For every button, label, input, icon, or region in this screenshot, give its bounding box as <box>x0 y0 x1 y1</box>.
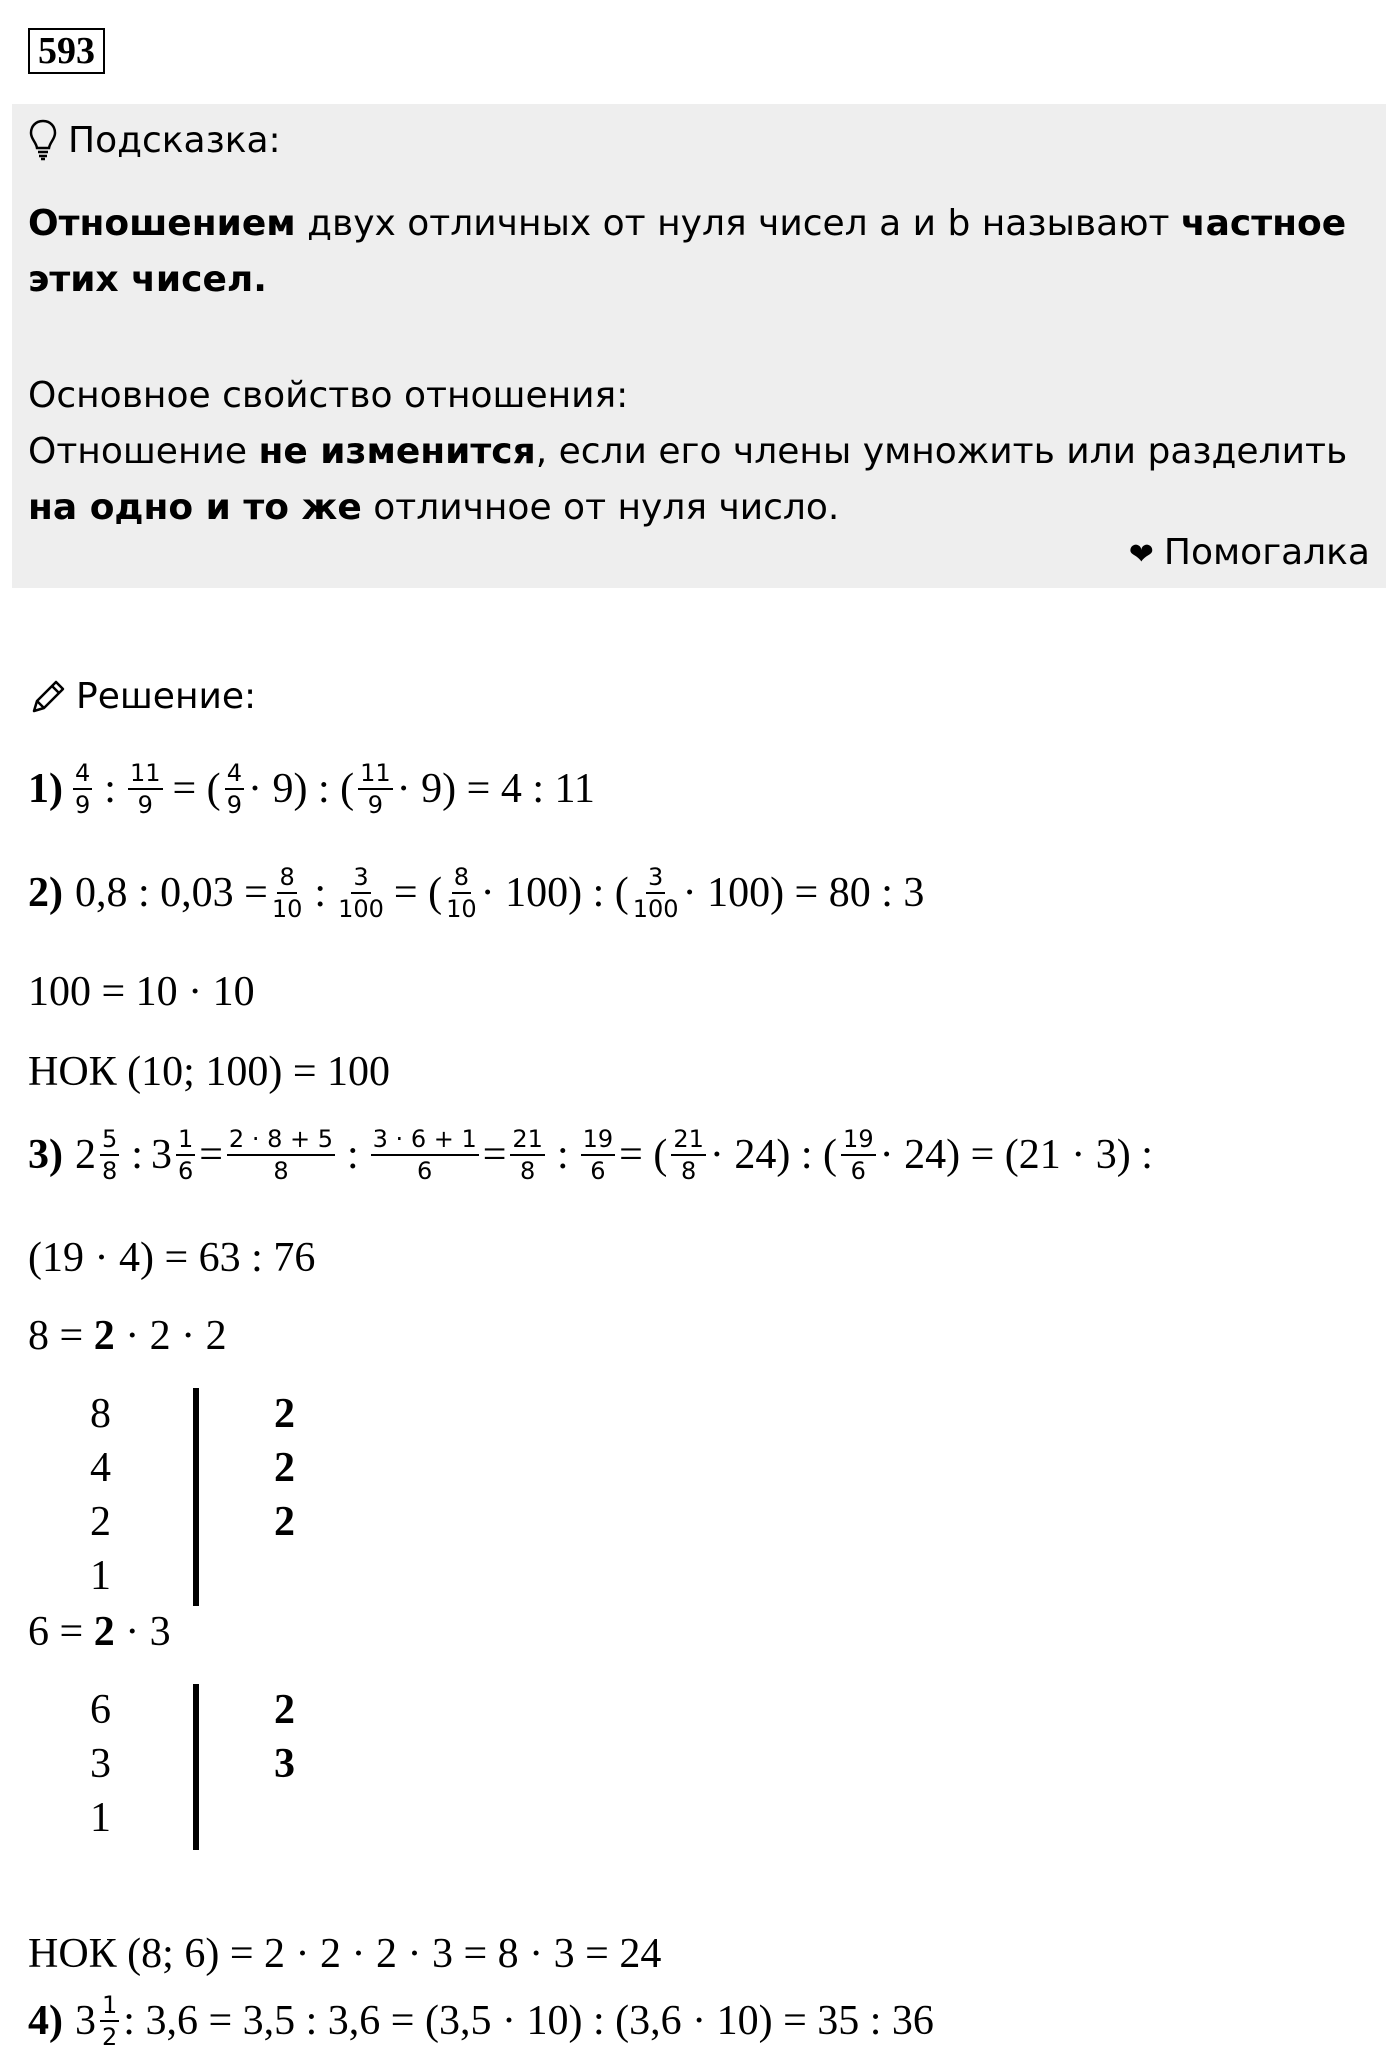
prop-bold-2: на одно и то же <box>28 487 362 528</box>
def-bold-3: этих чисел. <box>28 259 267 300</box>
fraction-21-8 <box>510 1126 545 1184</box>
step-1-label: 1) <box>28 766 63 812</box>
denominator: 9 <box>75 791 91 819</box>
numerator: 19 <box>841 1126 876 1156</box>
step-3-text-c: · 24) = (21 · 3) : <box>879 1132 1153 1178</box>
step-1-text-a: = ( <box>172 766 221 812</box>
numerator: 2 · 8 + 5 <box>227 1126 335 1156</box>
mixed-number-3-1-2 <box>75 1992 123 2050</box>
eq8-a: 8 = <box>28 1313 94 1359</box>
denominator: 10 <box>271 895 303 923</box>
property-title: Основное свойство отношения: <box>28 375 629 416</box>
factor-left: 6 <box>90 1687 111 1733</box>
factor-right: 2 <box>274 1687 295 1733</box>
numerator: 8 <box>452 864 471 894</box>
numerator: 11 <box>128 760 163 790</box>
denominator: 2 <box>102 2023 118 2051</box>
factor-left: 8 <box>90 1391 111 1437</box>
whole-part: 3 <box>75 1998 96 2044</box>
denominator: 6 <box>417 1157 433 1185</box>
numerator: 1 <box>176 1126 195 1156</box>
solution-title <box>28 676 256 717</box>
prop-text-2: , если его члены умножить или разделить <box>535 431 1348 472</box>
factor-divider <box>193 1684 199 1850</box>
eq6-b: 2 <box>93 1609 115 1655</box>
lightbulb-icon <box>28 118 58 162</box>
fraction-8-10 <box>272 864 303 922</box>
fraction-19-6 <box>841 1126 876 1184</box>
eq6-a: 6 = <box>28 1609 94 1655</box>
numerator: 1 <box>100 1992 119 2022</box>
numerator: 3 <box>351 864 370 894</box>
fraction-3-100 <box>633 864 679 922</box>
numerator: 11 <box>358 760 393 790</box>
factor-right: 3 <box>274 1741 295 1787</box>
brand-text: Помогалка <box>1163 532 1370 573</box>
factor-left: 1 <box>90 1553 111 1599</box>
denominator: 6 <box>850 1157 866 1185</box>
nok-8-6: НОК (8; 6) = 2 · 2 · 2 · 3 = 8 · 3 = 24 <box>28 1931 662 1977</box>
fraction-1-6 <box>176 1126 195 1184</box>
factor-left: 1 <box>90 1795 111 1841</box>
step-2-text-a: = ( <box>393 870 443 916</box>
solution-step-3 <box>28 1126 1153 1184</box>
eq8-c: · 2 · 2 <box>114 1313 227 1359</box>
denominator: 8 <box>680 1157 697 1185</box>
numerator: 3 <box>646 864 665 894</box>
step-2-line-3: НОК (10; 100) = 100 <box>28 1049 391 1095</box>
factor-right: 2 <box>274 1445 295 1491</box>
denominator: 100 <box>632 895 679 923</box>
denominator: 100 <box>338 895 384 923</box>
step-2-text-c: · 100) = 80 : 3 <box>682 870 925 916</box>
denominator: 8 <box>520 1157 536 1185</box>
colon-op: : <box>104 766 116 812</box>
factor-left: 2 <box>90 1499 111 1545</box>
def-bold-2: частное <box>1180 203 1347 244</box>
prop-text-1: Отношение <box>28 431 259 472</box>
numerator: 4 <box>225 760 244 790</box>
step-1-text-c: · 9) = 4 : 11 <box>396 766 595 812</box>
factor-divider <box>193 1388 199 1606</box>
solution-step-4 <box>28 1992 934 2050</box>
factorization-8 <box>28 1312 227 1360</box>
fraction-3-100 <box>338 864 384 922</box>
factor-left: 4 <box>90 1445 111 1491</box>
fraction-285-8 <box>227 1126 335 1184</box>
whole-part: 3 <box>150 1132 172 1178</box>
numerator: 8 <box>277 864 296 894</box>
mixed-number-2-5-8 <box>75 1126 123 1184</box>
step-2-text-b: · 100) : ( <box>480 870 629 916</box>
eq8-b: 2 <box>93 1313 115 1359</box>
fraction-8-10 <box>446 864 477 922</box>
solution-step-1 <box>28 760 595 818</box>
fraction-361-6 <box>371 1126 479 1184</box>
step-3-continuation: (19 · 4) = 63 : 76 <box>28 1235 316 1281</box>
colon-op: : <box>556 1132 569 1178</box>
brand-label <box>1129 532 1370 573</box>
equals-op: = <box>199 1132 223 1178</box>
fraction-1-2 <box>100 1992 119 2050</box>
pencil-icon <box>28 677 68 717</box>
fraction-4-9 <box>225 760 244 818</box>
step-2-head: 0,8 : 0,03 = <box>75 870 268 916</box>
step-4-label: 4) <box>28 1998 63 2044</box>
denominator: 8 <box>273 1157 289 1185</box>
step-2-label: 2) <box>28 870 63 916</box>
solution-title-text: Решение: <box>76 676 257 717</box>
numerator: 21 <box>671 1126 706 1156</box>
mixed-number-3-1-6 <box>151 1126 199 1184</box>
fraction-11-9 <box>358 760 393 818</box>
hint-definition <box>28 196 1368 308</box>
solution-step-2 <box>28 864 924 922</box>
def-text-1: двух отличных от нуля чисел a и b называют <box>295 203 1181 244</box>
fraction-19-6 <box>581 1126 616 1184</box>
fraction-21-8 <box>671 1126 706 1184</box>
prop-text-3: отличное от нуля число. <box>361 487 840 528</box>
whole-part: 2 <box>75 1132 96 1178</box>
hint-title-text: Подсказка: <box>68 119 281 161</box>
hint-property <box>28 368 1368 536</box>
fraction-11-9 <box>128 760 163 818</box>
factorization-6 <box>28 1608 171 1656</box>
hint-box <box>12 104 1386 588</box>
step-3-label: 3) <box>28 1132 63 1178</box>
def-bold-1: Отношением <box>28 203 296 244</box>
colon-op: : <box>131 1132 143 1178</box>
denominator: 9 <box>367 791 384 819</box>
numerator: 5 <box>100 1126 119 1156</box>
factor-right: 2 <box>274 1391 295 1437</box>
fraction-4-9 <box>73 760 92 818</box>
hint-title <box>28 118 281 162</box>
factor-left: 3 <box>90 1741 111 1787</box>
step-4-tail: : 3,6 = 3,5 : 3,6 = (3,5 · 10) : (3,6 · 10) = 35 : 36 <box>123 1998 934 2044</box>
factor-right: 2 <box>274 1499 295 1545</box>
equals-op: = <box>482 1132 507 1178</box>
numerator: 3 · 6 + 1 <box>371 1126 479 1156</box>
colon-op: : <box>314 870 327 916</box>
denominator: 8 <box>102 1157 118 1185</box>
step-1-text-b: · 9) : ( <box>247 766 355 812</box>
denominator: 6 <box>177 1157 194 1185</box>
step-2-line-2: 100 = 10 · 10 <box>28 969 255 1015</box>
denominator: 9 <box>226 791 242 819</box>
heart-icon: ❤ <box>1128 537 1154 572</box>
denominator: 6 <box>590 1157 606 1185</box>
numerator: 19 <box>581 1126 616 1156</box>
denominator: 9 <box>137 791 153 819</box>
step-3-text-b: · 24) : ( <box>709 1132 838 1178</box>
numerator: 4 <box>73 760 92 790</box>
fraction-5-8 <box>100 1126 119 1184</box>
prop-bold-1: не изменится <box>258 431 536 472</box>
eq6-c: · 3 <box>114 1609 171 1655</box>
numerator: 21 <box>510 1126 545 1156</box>
denominator: 10 <box>446 895 477 923</box>
step-3-text-a: = ( <box>619 1132 668 1178</box>
colon-op: : <box>346 1132 359 1178</box>
exercise-number: 593 <box>28 28 105 74</box>
